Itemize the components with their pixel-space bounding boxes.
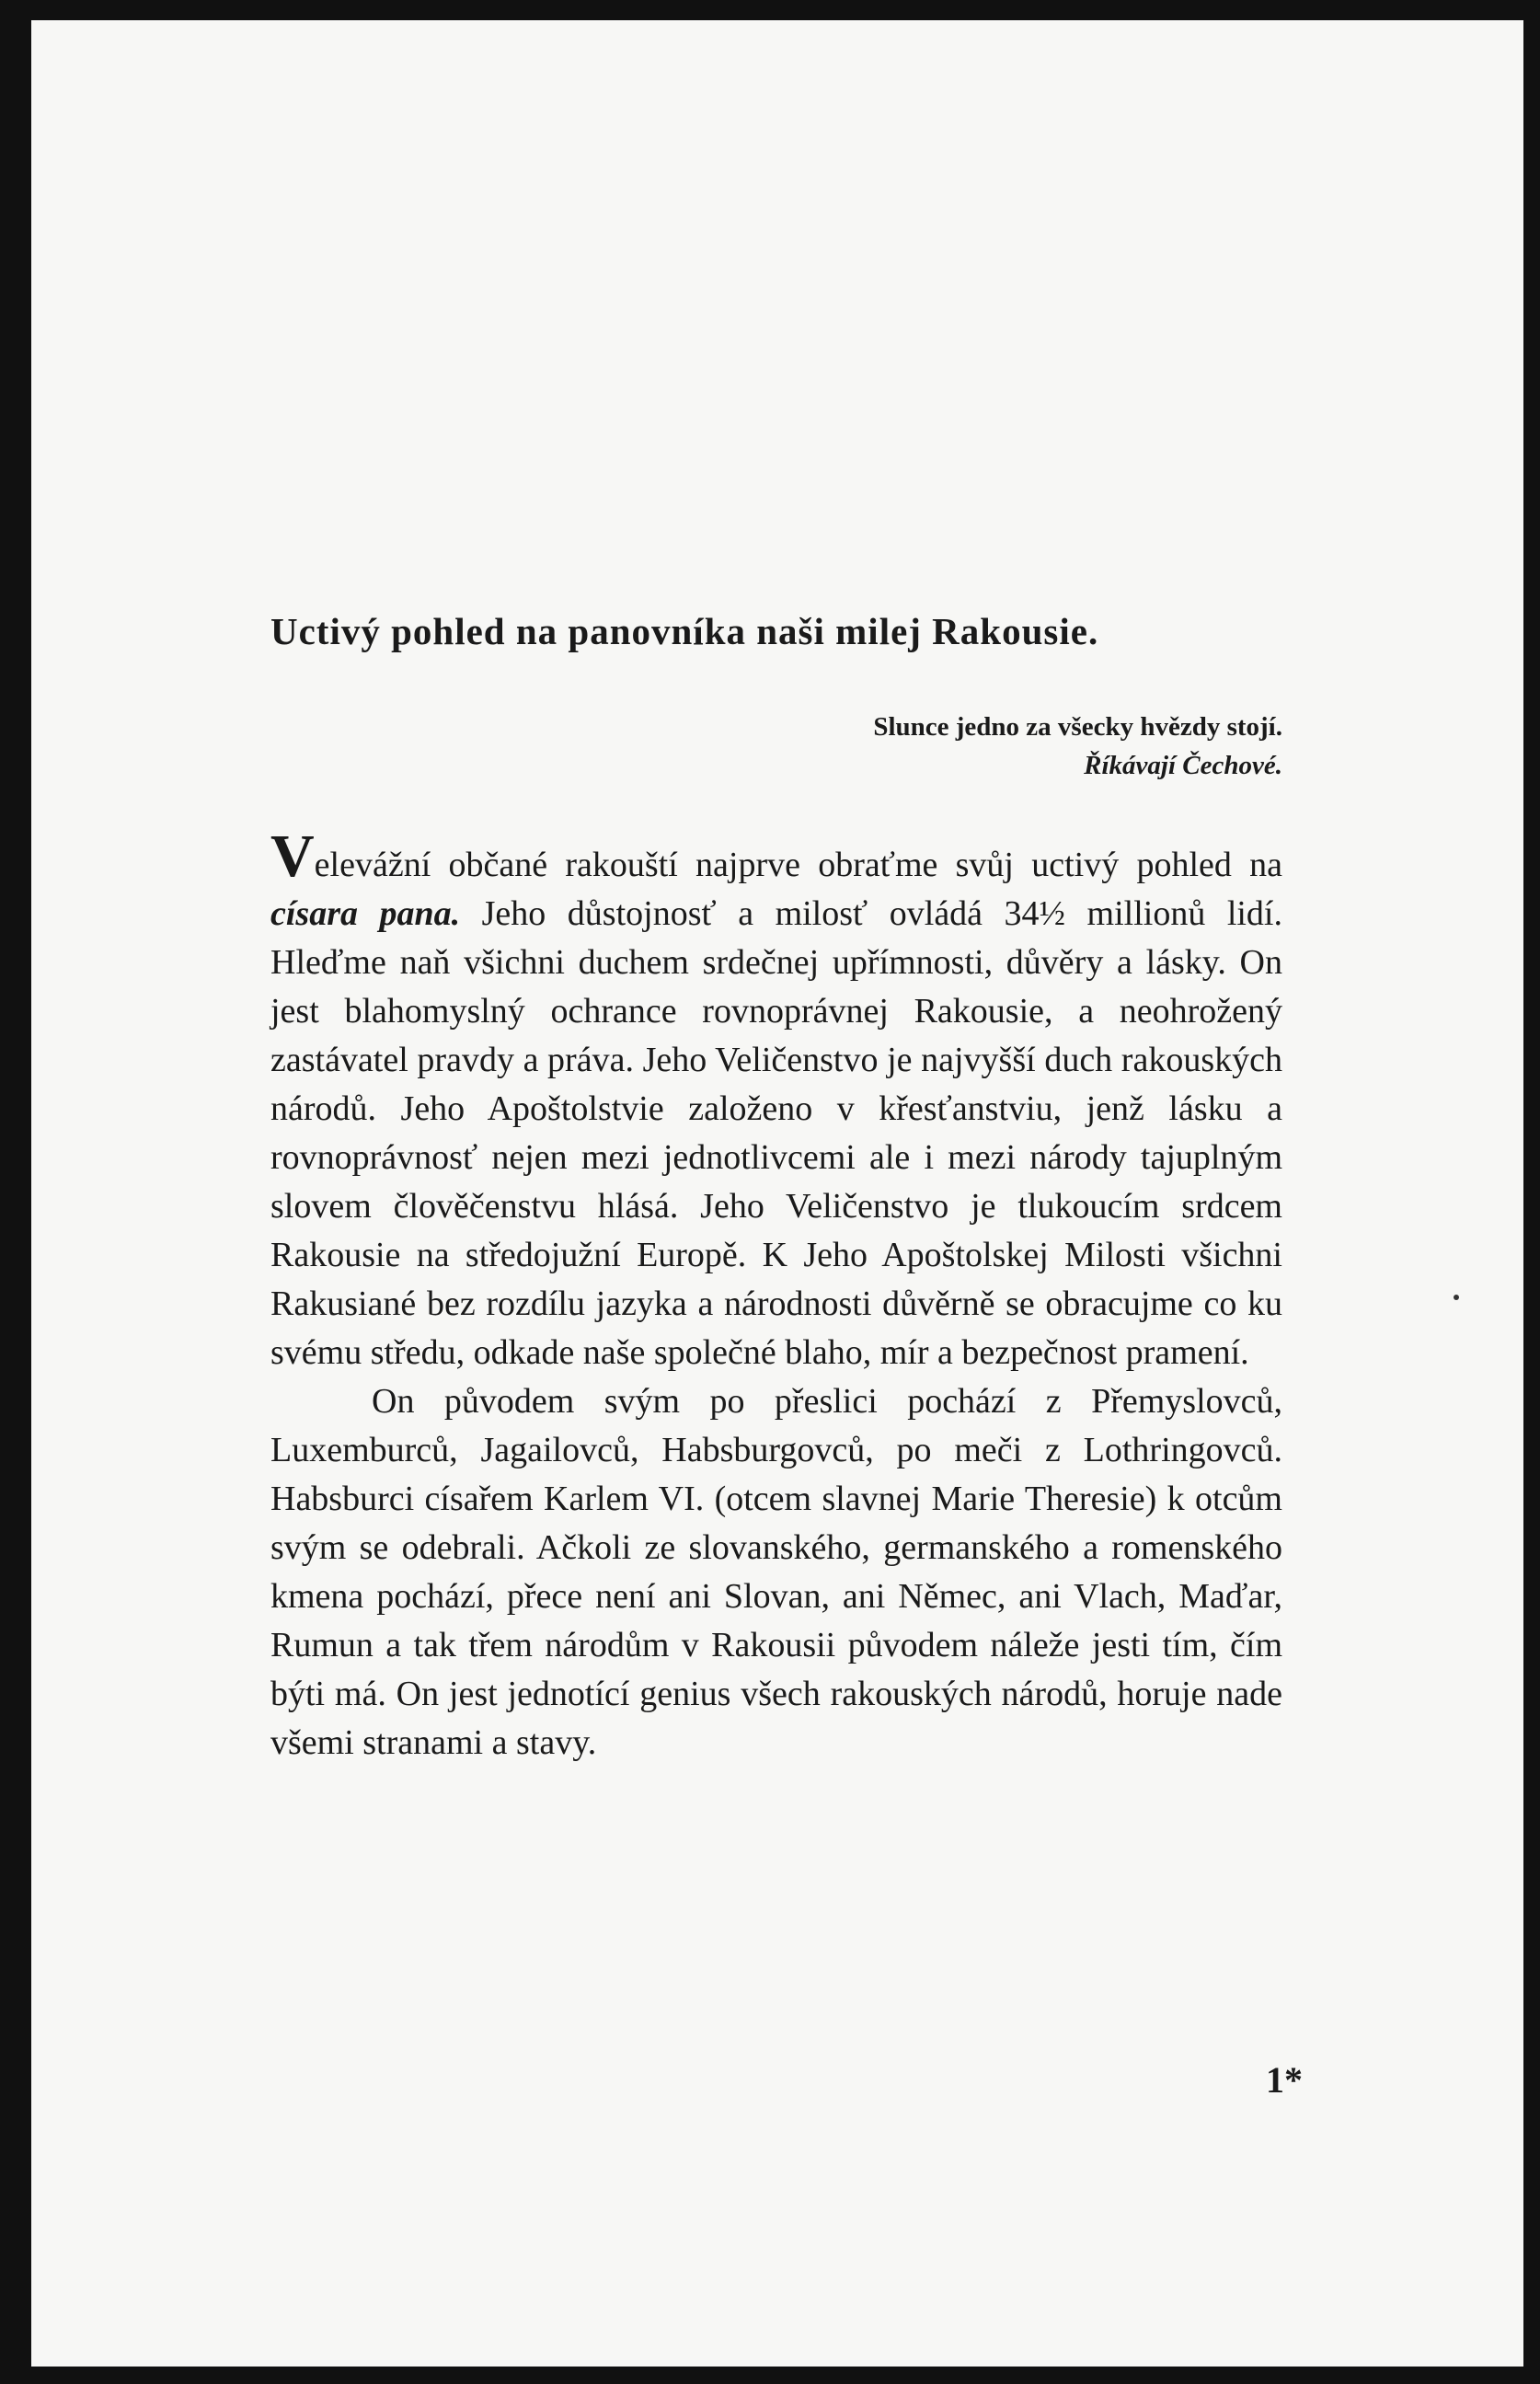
- paragraph-1-text-a: elevážní občané rakouští najprve obraťme svůj uctivý pohled na: [314, 846, 1282, 885]
- epigraph-attribution: Říkávají Čechové.: [1084, 751, 1282, 781]
- page-number: 1*: [1266, 2059, 1303, 2101]
- drop-cap: V: [270, 823, 315, 891]
- page-content: [270, 609, 1282, 1768]
- print-speck: [1454, 1295, 1459, 1300]
- epigraph: [270, 708, 1282, 785]
- book-page: [31, 20, 1523, 2367]
- epigraph-quote: Slunce jedno za všecky hvězdy stojí.: [873, 712, 1282, 743]
- paragraph-1-emphasis: císara pana.: [270, 894, 461, 934]
- paragraph-1-text-b: Jeho důstojnosť a milosť ovládá 34½ millionů lidí. Hleďme naň všichni duchem srdečnej upřímnosti, důvěry a lásky. On jest blahomyslný ochrance rovnoprávnej Rakousie, a neohrožený zastávatel pravdy a práva. Jeho Veličenstvo je najvyšší duch rakouských národů. Jeho Apoštolstvie založeno v křesťanstviu, jenž lásku a rovnoprávnosť nejen mezi jednotlivcemi ale i mezi národy tajuplným slovem člověčenstvu hlásá. Jeho Veličenstvo je tlukoucím srdcem Rakousie na středojužní Europě. K Jeho Apoštolskej Milosti všichni Rakusiané bez rozdílu jazyka a národnosti důvěrně se obracujme co ku svému středu, odkade naše společné blaho, mír a bezpečnost pramení.: [270, 894, 1282, 1373]
- paragraph-1: [270, 823, 1282, 1377]
- page-title: Uctivý pohled na panovníka naši milej Rakousie.: [270, 610, 1099, 652]
- body-text: [270, 823, 1282, 1768]
- paragraph-2: On původem svým po přeslici pochází z Přemyslovců, Luxemburců, Jagailovců, Habsburgovců, po meči z Lothringovců. Habsburci císařem Karlem VI. (otcem slavnej Marie Theresie) k otcům svým se odebrali. Ačkoli ze slovanského, germanského a romenského kmena pochází, přece není ani Slovan, ani Němec, ani Vlach, Maďar, Rumun a tak třem národům v Rakousii původem náleže jesti tím, čím býti má. On jest jednotící genius všech rakouských národů, horuje nade všemi stranami a stavy.: [270, 1382, 1282, 1763]
